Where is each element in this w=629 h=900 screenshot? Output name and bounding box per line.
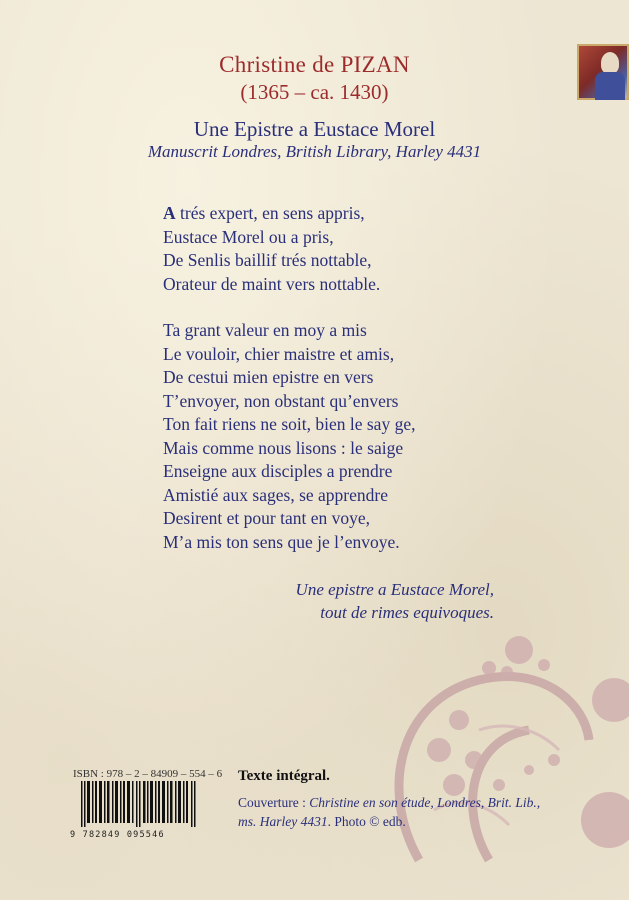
cover-italic-2: ms. Harley 4431 xyxy=(238,813,328,829)
barcode-digits: 9 782849 095546 xyxy=(70,830,165,840)
poem-line: Orateur de maint vers nottable. xyxy=(163,273,381,294)
full-text-note: Texte intégral. xyxy=(238,768,330,784)
caption-line-1: Une epistre a Eustace Morel, xyxy=(295,580,494,599)
poem-line: M’a mis ton sens que je l’envoye. xyxy=(163,531,400,552)
cover-italic-1: Christine en son étude, Londres, Brit. Lib., xyxy=(309,795,541,810)
manuscript-source: Manuscrit Londres, British Library, Harley 4431 xyxy=(147,142,482,161)
illuminated-letter-ornament xyxy=(339,610,629,870)
poem-line: De cestui mien epistre en vers xyxy=(163,367,374,387)
poem-line: Enseigne aux disciples a prendre xyxy=(163,461,393,481)
stanza-1 xyxy=(163,202,415,296)
poem-line: De Senlis baillif trés nottable, xyxy=(163,250,372,270)
poem-excerpt xyxy=(163,202,415,554)
initial-letter: A xyxy=(163,203,176,223)
cover-credit xyxy=(238,794,568,831)
author-name: Christine de PIZAN xyxy=(219,52,410,77)
barcode xyxy=(81,781,197,827)
poem-line: Ton fait riens ne soit, bien le say ge, xyxy=(163,414,416,434)
poem-line: Mais comme nous lisons : le saige xyxy=(163,437,404,458)
cover-label: Couverture : xyxy=(238,795,310,810)
poem-line-text: trés expert, en sens appris, xyxy=(175,203,365,223)
cover-rest: . Photo © edb. xyxy=(327,813,406,829)
poem-line xyxy=(163,319,415,343)
isbn-number: ISBN : 978 – 2 – 84909 – 554 – 6 xyxy=(73,768,223,780)
initial-letter: T xyxy=(163,320,173,340)
poem-line: Desirent et pour tant en voye, xyxy=(163,508,371,528)
caption-line-2: tout de rimes equivoques. xyxy=(320,603,494,622)
poem-line: Le vouloir, chier maistre et amis, xyxy=(163,343,395,364)
work-title: Une Epistre a Eustace Morel xyxy=(193,117,436,141)
poem-line: Amistié aux sages, se apprendre xyxy=(163,484,388,505)
poem-line-text: a grant valeur en moy a mis xyxy=(172,320,367,340)
poem-line: T’envoyer, non obstant qu’envers xyxy=(163,390,399,411)
author-dates: (1365 – ca. 1430) xyxy=(240,80,389,104)
poem-line xyxy=(163,202,415,226)
stanza-2 xyxy=(163,319,415,554)
poem-line: Eustace Morel ou a pris, xyxy=(163,226,334,247)
